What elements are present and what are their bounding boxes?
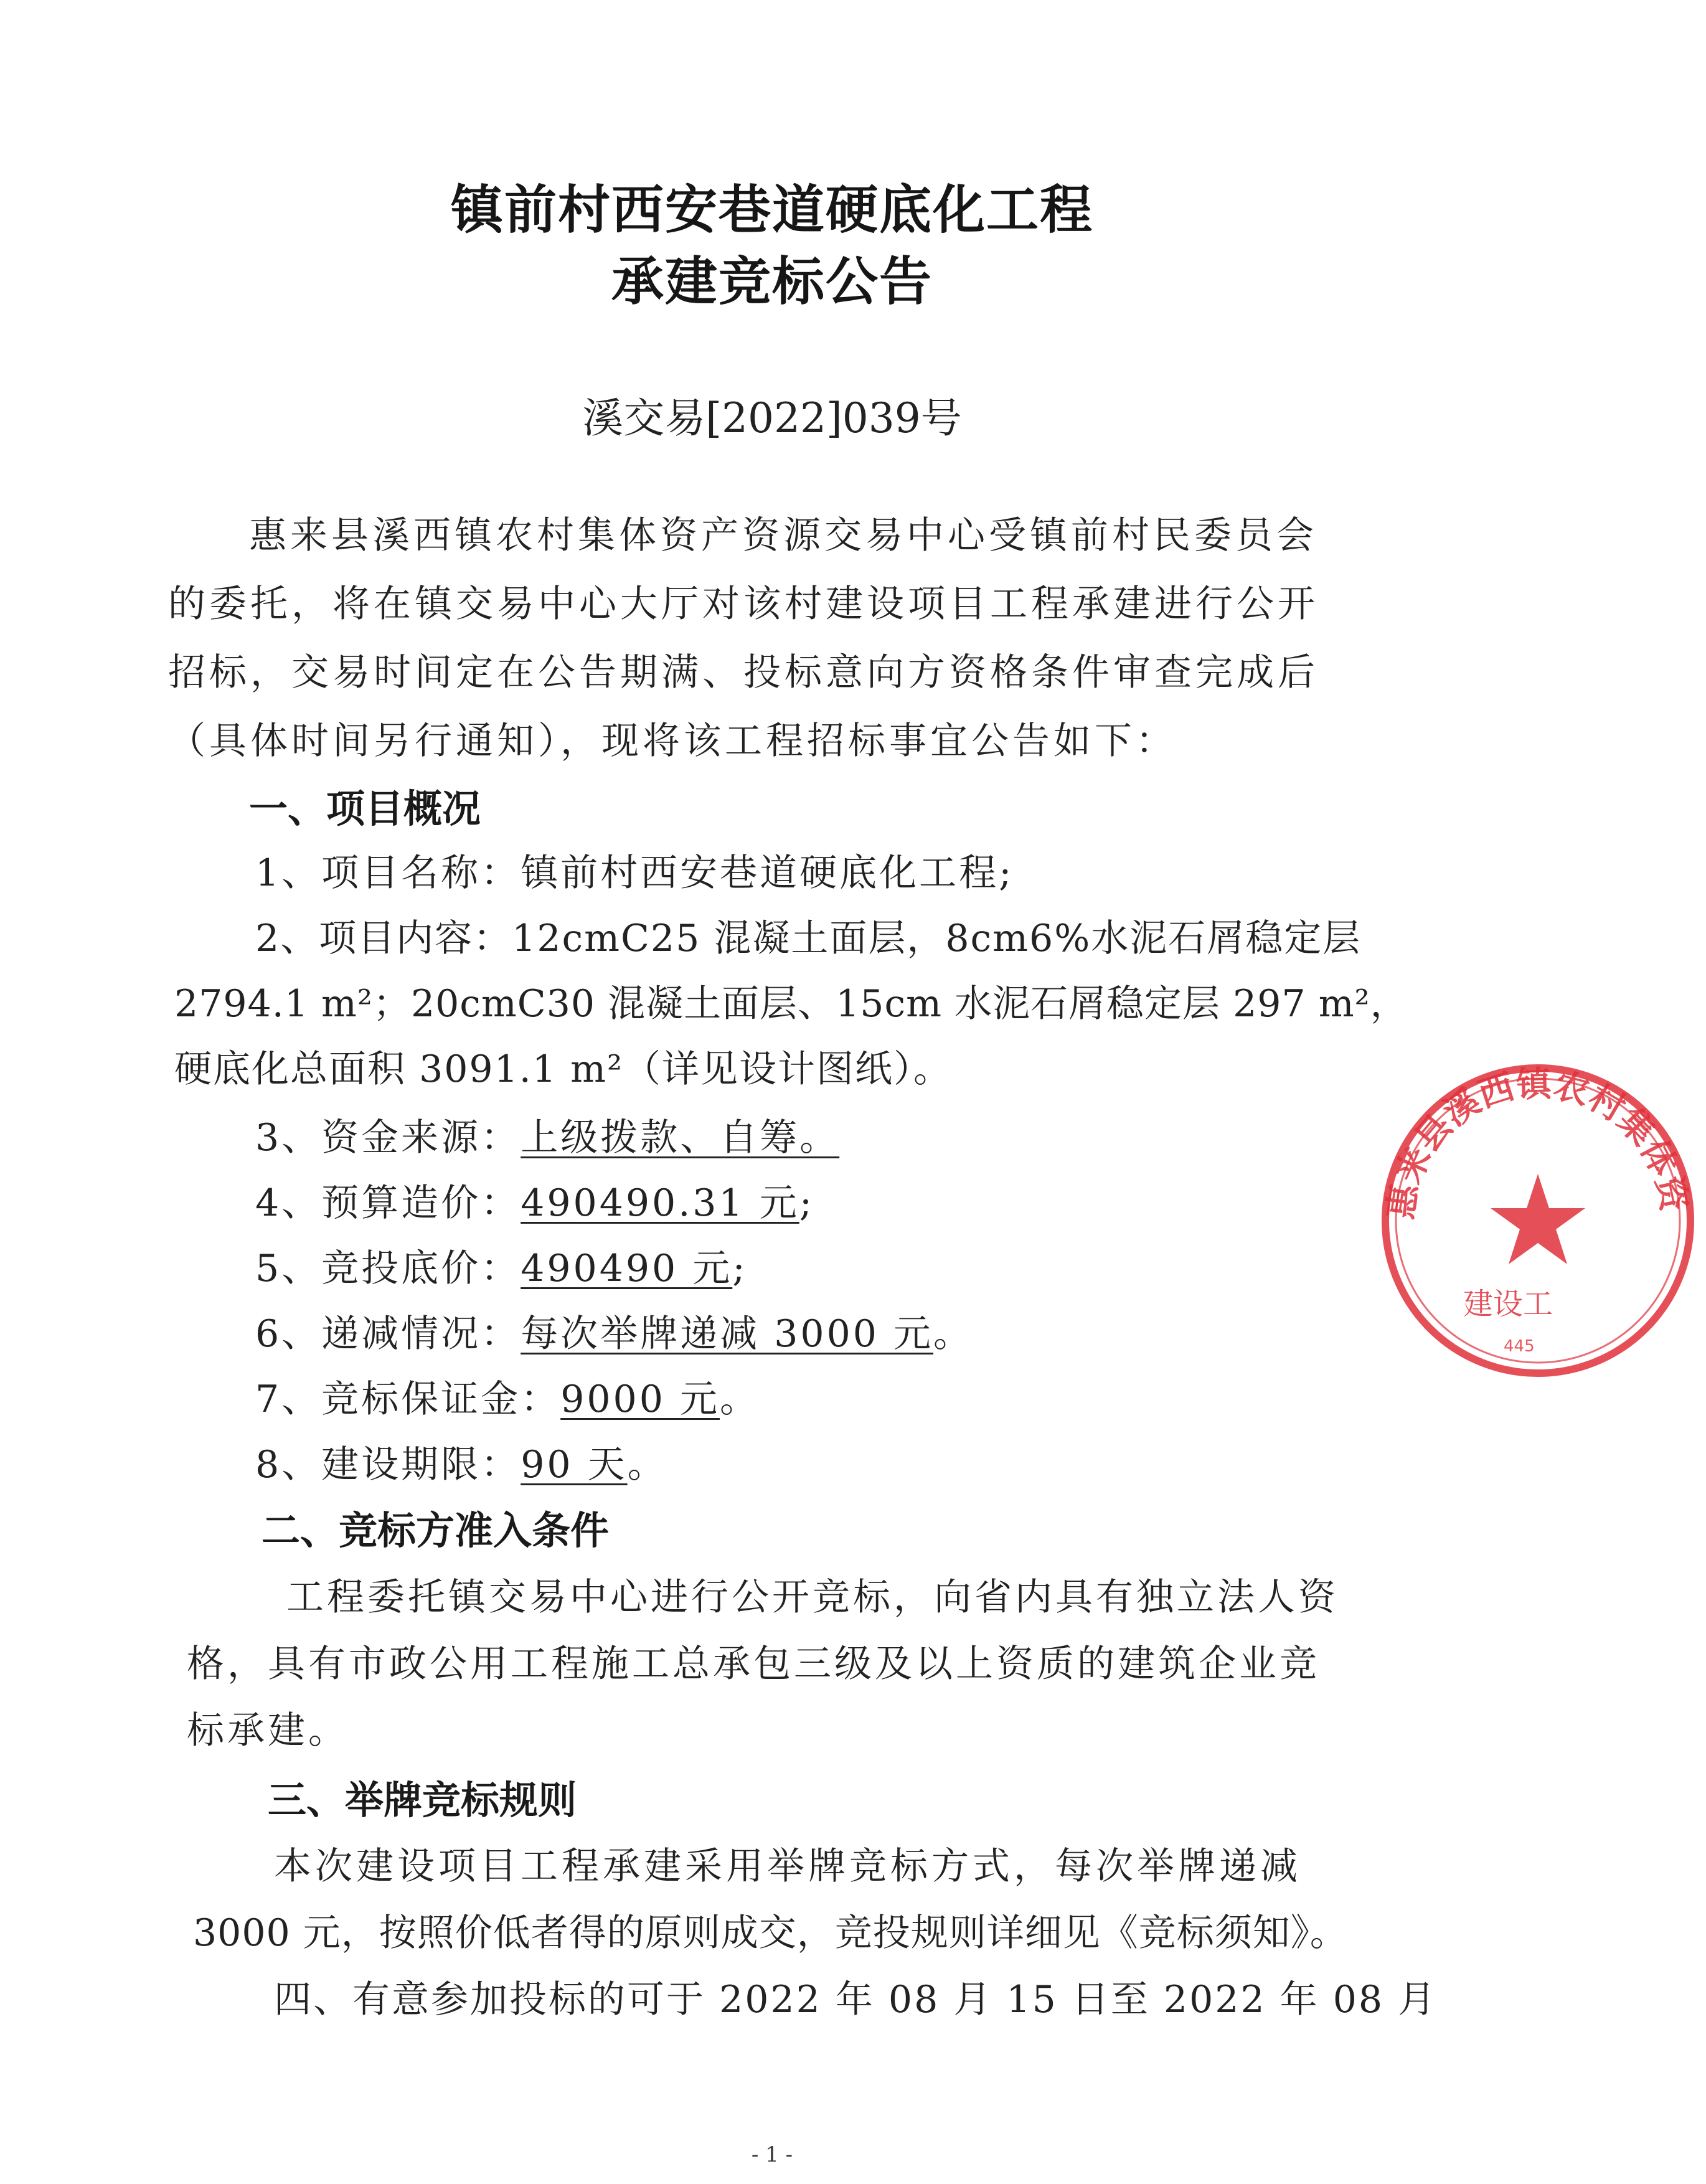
official-seal — [1370, 1052, 1706, 1389]
intro-line-4: （具体时间另行通知），现将该工程招标事宜公告如下： — [168, 719, 1177, 763]
item-2-content-line-3: 硬底化总面积 3091.1 m²（详见设计图纸）。 — [174, 1047, 953, 1091]
item-6-tail: 。 — [933, 1312, 974, 1356]
item-5-floor-price — [255, 1247, 748, 1290]
seal-star-icon — [1491, 1174, 1585, 1264]
document-title-line-2: 承建竞标公告 — [611, 250, 933, 312]
section-2-line-3: 标承建。 — [187, 1709, 349, 1752]
section-2-line-1: 工程委托镇交易中心进行公开竞标，向省内具有独立法人资 — [286, 1576, 1339, 1619]
item-7-value: 9000 元 — [560, 1378, 720, 1421]
item-5-label: 5、竞投底价： — [255, 1247, 521, 1290]
item-4-label: 4、预算造价： — [255, 1181, 521, 1225]
item-3-funding — [255, 1116, 840, 1160]
item-8-tail: 。 — [627, 1443, 667, 1487]
item-5-value: 490490 元 — [521, 1247, 733, 1290]
item-4-tail: ; — [799, 1181, 814, 1225]
item-3-value: 上级拨款、自筹。 — [521, 1116, 840, 1160]
section-3-line-1: 本次建设项目工程承建采用举牌竞标方式，每次举牌递减 — [274, 1845, 1301, 1888]
section-3-line-2: 3000 元，按照价低者得的原则成交，竞投规则详细见《竞标须知》。 — [193, 1911, 1348, 1955]
item-6-label: 6、递减情况： — [255, 1312, 521, 1356]
item-4-value: 490490.31 元 — [521, 1181, 799, 1225]
section-4-text: 四、有意参加投标的可于 2022 年 08 月 15 日至 2022 年 08 月 — [274, 1978, 1438, 2021]
item-8-label: 8、建设期限： — [255, 1443, 521, 1487]
intro-line-3: 招标，交易时间定在公告期满、投标意向方资格条件审查完成后 — [168, 651, 1319, 694]
document-title-line-1: 镇前村西安巷道硬底化工程 — [450, 179, 1093, 240]
intro-line-2: 的委托，将在镇交易中心大厅对该村建设项目工程承建进行公开 — [168, 582, 1319, 626]
item-1-project-name — [255, 851, 1014, 895]
section-1-heading: 一、项目概况 — [249, 786, 481, 831]
item-1-value: 镇前村西安巷道硬底化工程; — [521, 851, 1014, 895]
section-3-heading: 三、举牌竞标规则 — [268, 1777, 577, 1823]
item-2-content-line-1: 2、项目内容：12cmC25 混凝土面层，8cm6%水泥石屑稳定层 — [255, 917, 1362, 960]
item-1-label: 1、项目名称： — [255, 851, 521, 895]
intro-line-1: 惠来县溪西镇农村集体资产资源交易中心受镇前村民委员会 — [249, 514, 1317, 557]
section-2-line-2: 格，具有市政公用工程施工总承包三级及以上资质的建筑企业竞 — [187, 1642, 1320, 1686]
item-7-label: 7、竞标保证金： — [255, 1378, 561, 1421]
item-7-tail: 。 — [719, 1378, 760, 1421]
item-8-period — [255, 1443, 667, 1487]
item-7-deposit — [255, 1378, 760, 1421]
item-4-budget — [255, 1181, 814, 1225]
seal-inner-text: 建设工 — [1463, 1287, 1553, 1321]
item-6-value: 每次举牌递减 3000 元 — [521, 1312, 934, 1356]
item-2-content-line-2: 2794.1 m²；20cmC30 混凝土面层、15cm 水泥石屑稳定层 297 m²， — [174, 982, 1408, 1026]
section-4-line — [274, 1978, 1438, 2021]
item-8-value: 90 天 — [521, 1443, 628, 1487]
item-6-decrement — [255, 1312, 974, 1356]
seal-arc-textpath: 惠来县溪西镇农村集体资 — [1380, 1064, 1695, 1222]
seal-code: 445 — [1504, 1337, 1535, 1356]
item-5-tail: ; — [732, 1247, 748, 1290]
document-number: 溪交易[2022]039号 — [582, 394, 962, 442]
item-3-label: 3、资金来源： — [255, 1116, 521, 1160]
section-2-heading: 二、竞标方准入条件 — [262, 1508, 610, 1553]
page-number: - 1 - — [751, 2142, 793, 2167]
